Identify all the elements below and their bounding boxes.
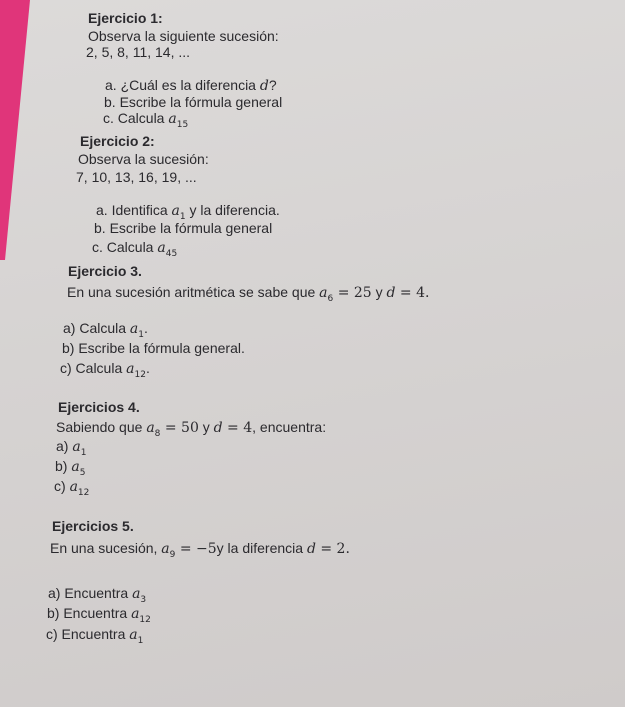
math-var: $a_1$ <box>72 439 87 458</box>
item-text: y la diferencia. <box>185 202 280 218</box>
ejercicio-5-statement <box>50 540 350 563</box>
ejercicio-1-item-a <box>105 77 277 94</box>
item-text: . <box>145 360 150 376</box>
statement-text: En una sucesión, <box>50 540 162 556</box>
math-eq: = 4 <box>222 420 253 436</box>
pink-surface-edge <box>0 0 30 260</box>
ejercicio-2-sequence: 7, 10, 13, 16, 19, ... <box>76 169 197 185</box>
item-text: c. Calcula <box>92 239 158 255</box>
ejercicio-4-statement <box>56 419 326 442</box>
math-eq: = 4. <box>395 285 430 301</box>
math-var: $a_8$ <box>146 420 161 439</box>
ejercicio-2-intro: Observa la sucesión: <box>78 151 209 167</box>
math-var: $a_1$ <box>171 203 186 222</box>
ejercicio-1-intro: Observa la siguiente sucesión: <box>88 28 279 44</box>
ejercicio-2-title: Ejercicio 2: <box>80 133 155 149</box>
math-eq: = 2. <box>315 541 350 557</box>
statement-text: y la diferencia <box>216 540 307 556</box>
statement-text: y <box>371 284 387 300</box>
ejercicio-4-title: Ejercicios 4. <box>58 399 140 415</box>
math-var: $a_6$ <box>319 285 334 304</box>
item-text: b) Encuentra <box>47 605 132 621</box>
ejercicio-5-item-b <box>47 605 151 628</box>
math-var: d <box>386 285 396 301</box>
math-var: $a_3$ <box>132 586 147 605</box>
item-text: a. Identifica <box>96 202 172 218</box>
math-var: d <box>259 78 269 94</box>
math-var: $a_{12}$ <box>131 606 151 625</box>
statement-text: Sabiendo que <box>56 419 147 435</box>
ejercicio-3-title: Ejercicio 3. <box>68 263 142 279</box>
item-text: b) <box>55 458 72 474</box>
item-text: a) Encuentra <box>48 585 133 601</box>
item-text: c) <box>54 478 70 494</box>
math-var: $a_{12}$ <box>126 361 146 380</box>
statement-text: y <box>198 419 214 435</box>
ejercicio-2-item-c <box>92 239 177 262</box>
item-text: . <box>144 320 148 336</box>
math-var: $a_5$ <box>71 459 86 478</box>
item-text: c. Calcula <box>103 110 169 126</box>
ejercicio-1-item-c <box>103 110 188 133</box>
math-var: $a_9$ <box>161 541 176 560</box>
math-eq: = 50 <box>160 420 199 436</box>
item-text: a) Calcula <box>63 320 130 336</box>
ejercicio-4-item-c <box>54 478 89 501</box>
ejercicio-5-title: Ejercicios 5. <box>52 518 134 534</box>
ejercicio-2-item-b: b. Escribe la fórmula general <box>94 220 273 236</box>
math-var: d <box>213 420 223 436</box>
ejercicio-3-item-c <box>60 360 150 383</box>
ejercicio-5-item-c <box>46 626 143 649</box>
math-var: $a_1$ <box>129 321 145 340</box>
item-text: ? <box>268 77 277 93</box>
ejercicio-3-statement <box>67 284 429 307</box>
ejercicio-1-sequence: 2, 5, 8, 11, 14, ... <box>86 44 191 60</box>
math-var: $a_{12}$ <box>69 479 90 498</box>
statement-text: En una sucesión aritmética se sabe que <box>67 284 320 300</box>
ejercicio-1-item-b: b. Escribe la fórmula general <box>104 94 283 110</box>
math-var: $a_{45}$ <box>157 240 178 259</box>
math-var: $a_{15}$ <box>168 111 189 130</box>
item-text: c) Calcula <box>60 360 127 376</box>
math-eq: = 25 <box>333 285 372 301</box>
ejercicio-3-item-b: b) Escribe la fórmula general. <box>62 340 245 356</box>
math-var: $a_1$ <box>129 627 144 646</box>
math-var: d <box>306 541 316 557</box>
item-text: a) <box>56 438 73 454</box>
statement-text: , encuentra: <box>252 419 327 435</box>
math-eq: = −5 <box>175 541 217 557</box>
item-text: c) Encuentra <box>46 626 130 642</box>
ejercicio-1-title: Ejercicio 1: <box>88 10 163 26</box>
item-text: a. ¿Cuál es la diferencia <box>105 77 260 93</box>
